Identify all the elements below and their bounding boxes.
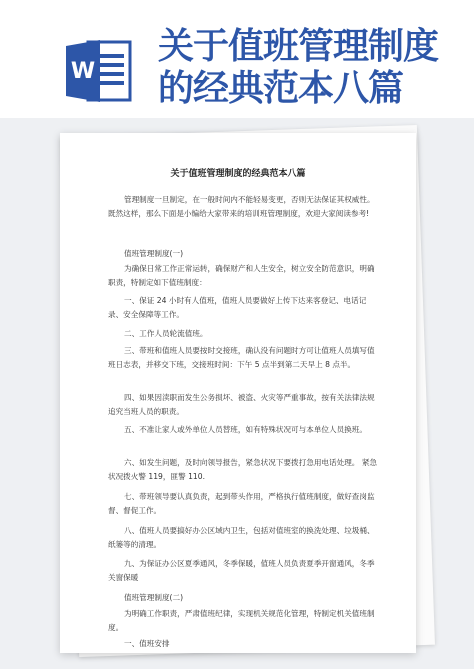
rule-item-4: 四、如果因渎职而发生公务损坏、被盗、火灾等严重事故，按有关法律法规追究当班人员的职责。 xyxy=(108,393,375,416)
header-banner xyxy=(0,0,474,118)
svg-text:W: W xyxy=(70,59,96,84)
word-doc-icon xyxy=(66,36,132,106)
section-heading-1: 值班管理制度(一) xyxy=(124,249,184,258)
rule-item-5: 五、不准让家人或外单位人员替班，如有特殊状况可与本单位人员换班。 xyxy=(124,425,367,434)
rule-item-6: 六、如发生问题，及时向领导报告，紧急状况下要拨打急用电话处理。 紧急状况拨火警 119，匪警 110. xyxy=(108,458,378,481)
page-title-line-2: 的经典范本八篇 xyxy=(158,68,404,109)
paragraph-purpose-2: 为明确工作职责，严肃值班纪律，实现机关规范化管理，特制定机关值班制度。 xyxy=(108,609,375,632)
document-title: 关于值班管理制度的经典范本八篇 xyxy=(170,169,306,179)
paragraph-purpose: 为确保日常工作正常运转，确保财产和人生安全，树立安全防范意识，明确职责，特制定如下值班制度： xyxy=(108,264,375,287)
rule-item-2: 二、工作人员轮流值班。 xyxy=(124,329,208,338)
document-page xyxy=(60,133,416,653)
rule-item-1: 一、保证 24 小时有人值班，值班人员要做好上传下达来客登记、电话记录、安全保障等工作。 xyxy=(108,296,367,319)
section-heading-2: 值班管理制度(二) xyxy=(124,593,184,602)
rule-item-3: 三、带班和值班人员要按时交接班，确认没有问题时方可让值班人员填写值班日志表，并移交下班，交接班时间：下午 5 点半到第二天早上 8 点半。 xyxy=(108,346,375,369)
rule-item-9: 九、为保证办公区夏季通风，冬季保暖，值班人员负责夏季开窗通风，冬季关窗保暖 xyxy=(108,559,375,582)
rule-item-8: 八、值班人员要搞好办公区域内卫生，包括对值班室的换洗处理、垃圾桶、纸篓等的清理。 xyxy=(108,526,375,549)
rule-heading-duty-arrangement: 一、值班安排 xyxy=(124,639,170,648)
paragraph-intro: 管理制度一旦制定，在一般时间内不能轻易变更，否则无法保证其权威性。既然这样，那么下面是小编给大家带来的培训班管理制度，欢迎大家阅读参考! xyxy=(108,195,375,218)
page-title xyxy=(158,26,458,110)
rule-item-7: 七、带班领导要认真负责，起到带头作用，严格执行值班制度，做好查岗监督、督促工作。 xyxy=(108,492,375,515)
page-title-line-1: 关于值班管理制度 xyxy=(158,26,439,67)
